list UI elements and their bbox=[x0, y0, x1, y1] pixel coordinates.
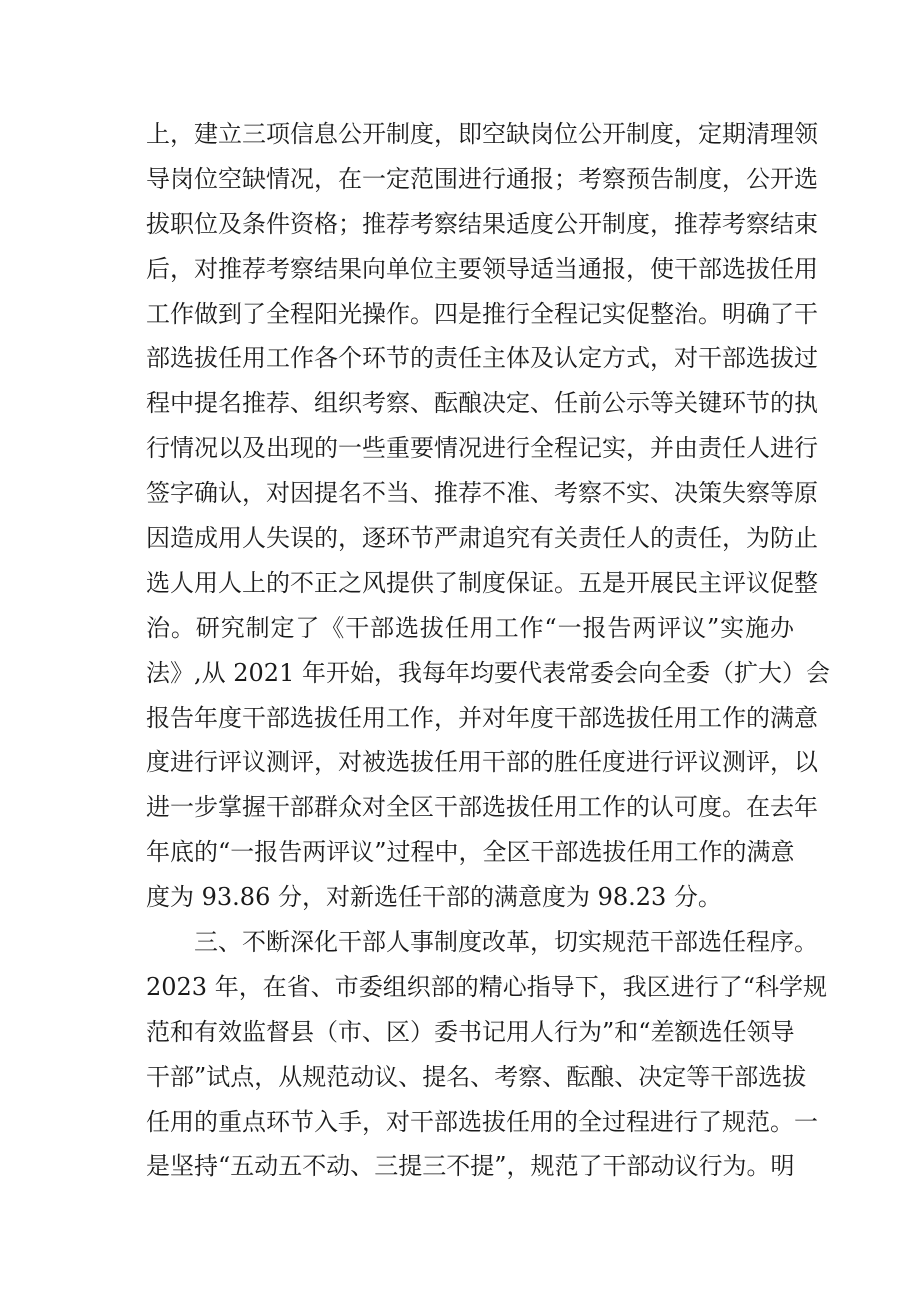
text-line: 上，建立三项信息公开制度，即空缺岗位公开制度，定期清理领 bbox=[146, 120, 818, 148]
text-line: 治。研究制定了《干部选拔任用工作“一报告两评议”实施办 bbox=[146, 613, 794, 642]
text-line: 导岗位空缺情况，在一定范围进行通报；考察预告制度，公开选 bbox=[146, 164, 818, 193]
text-line: 任用的重点环节入手，对干部选拔任用的全过程进行了规范。一 bbox=[146, 1107, 818, 1136]
text-line: 签字确认，对因提名不当、推荐不准、考察不实、决策失察等原 bbox=[146, 479, 818, 508]
document-body bbox=[146, 112, 830, 1189]
paragraph-2 bbox=[146, 920, 827, 1189]
text-line: 部选拔任用工作各个环节的责任主体及认定方式，对干部选拔过 bbox=[146, 344, 818, 373]
paragraph-1 bbox=[146, 112, 830, 920]
text-line: 后，对推荐考察结果向单位主要领导适当通报，使干部选拔任用 bbox=[146, 254, 818, 283]
text-line: 进一步掌握干部群众对全区干部选拔任用工作的认可度。在去年 bbox=[146, 793, 818, 822]
text-line: 程中提名推荐、组织考察、酝酿决定、任前公示等关键环节的执 bbox=[146, 389, 818, 418]
text-line: 是坚持“五动五不动、三提三不提”，规范了干部动议行为。明 bbox=[146, 1152, 795, 1181]
text-line: 年底的“一报告两评议”过程中，全区干部选拔任用工作的满意 bbox=[146, 838, 795, 867]
text-line: 法》,从 2021 年开始，我每年均要代表常委会向全委（扩大）会 bbox=[146, 658, 830, 687]
text-line: 行情况以及出现的一些重要情况进行全程记实，并由责任人进行 bbox=[146, 434, 818, 463]
text-line: 范和有效监督县（市、区）委书记用人行为”和“差额选任领导 bbox=[146, 1017, 795, 1046]
text-line: 2023 年，在省、市委组织部的精心指导下，我区进行了“科学规 bbox=[146, 972, 827, 1001]
text-line: 工作做到了全程阳光操作。四是推行全程记实促整治。明确了干 bbox=[146, 299, 818, 328]
text-line: 干部”试点，从规范动议、提名、考察、酝酿、决定等干部选拔 bbox=[146, 1062, 807, 1091]
text-line: 选人用人上的不正之风提供了制度保证。五是开展民主评议促整 bbox=[146, 568, 818, 597]
text-line: 拔职位及条件资格；推荐考察结果适度公开制度，推荐考察结束 bbox=[146, 209, 818, 238]
text-line: 因造成用人失误的，逐环节严肃追究有关责任人的责任，为防止 bbox=[146, 524, 818, 553]
text-line: 报告年度干部选拔任用工作，并对年度干部选拔任用工作的满意 bbox=[146, 703, 818, 732]
section-heading-line: 三、不断深化干部人事制度改革，切实规范干部选任程序。 bbox=[194, 928, 818, 957]
text-line: 度为 93.86 分，对新选任干部的满意度为 98.23 分。 bbox=[146, 883, 722, 912]
text-line: 度进行评议测评，对被选拔任用干部的胜任度进行评议测评，以 bbox=[146, 748, 818, 777]
